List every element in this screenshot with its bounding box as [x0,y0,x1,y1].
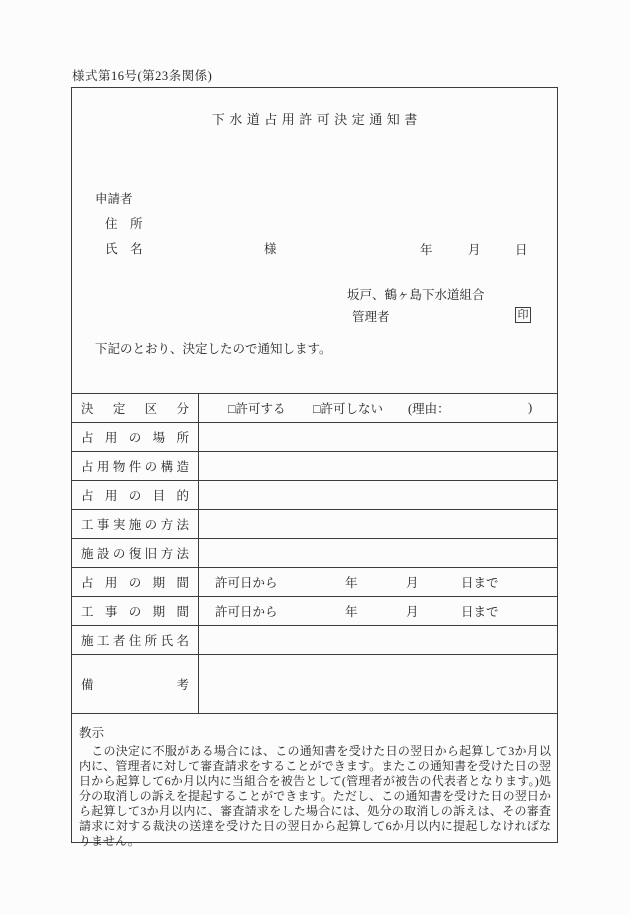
notice-line: 下記のとおり、決定したので通知します。 [95,342,332,356]
document-border-box [71,87,558,848]
permit-checkbox-option[interactable]: □許可する [228,402,286,416]
table-row [72,510,558,539]
row-label-restoration-method: 施 設 の 復 旧 方 法 [72,539,199,568]
reason-open-label: (理由： [408,402,450,416]
appeal-instructions-section [72,714,557,849]
applicant-honorific: 様 [264,242,277,256]
applicant-name-label: 氏 名 [105,242,143,256]
row-label-purpose: 占 用 の 目 的 [72,481,199,510]
table-row [72,423,558,452]
row-label-contractor: 施 工 者 住 所 氏 名 [72,626,199,655]
decision-table [71,393,558,714]
row-label-work-period: 工 事 の 期 間 [72,597,199,626]
period-year-label: 年 [345,605,358,619]
document-header [72,88,557,393]
remarks-value [199,655,558,714]
occupation-place-value [199,423,558,452]
appeal-instructions-label: 教示 [79,726,105,740]
row-label-occupation-period: 占 用 の 期 間 [72,568,199,597]
table-row [72,539,558,568]
row-label-remarks: 備 考 [72,655,199,714]
work-period-value [199,597,558,626]
table-row [72,452,558,481]
document-title: 下水道占用許可決定通知書 [211,112,422,127]
table-row [72,655,558,714]
row-label-occupation-place: 占 用 の 場 所 [72,423,199,452]
period-prefix-label: 許可日から [215,576,278,590]
applicant-label: 申請者 [95,192,133,206]
construction-method-value [199,510,558,539]
table-row [72,568,558,597]
row-label-construction-method: 工 事 実 施 の 方 法 [72,510,199,539]
reason-close-label: ) [528,400,533,415]
period-month-label: 月 [406,576,419,590]
decision-cell [199,394,558,423]
seal-placeholder: 印 [515,307,531,323]
date-year-label: 年 [420,243,433,257]
period-year-label: 年 [345,576,358,590]
period-day-label: 日まで [461,576,499,590]
table-row [72,597,558,626]
purpose-value [199,481,558,510]
structure-value [199,452,558,481]
row-label-decision: 決 定 区 分 [72,394,199,423]
period-day-label: 日まで [461,605,499,619]
table-row [72,481,558,510]
row-label-structure: 占 用 物 件 の 構 造 [72,452,199,481]
period-prefix-label: 許可日から [215,605,278,619]
table-row [72,626,558,655]
appeal-instructions-body: この決定に不服がある場合には、この通知書を受けた日の翌日から起算して3か月以内に、管理者に対して審査請求をすることができます。またこの通知書を受けた日の翌日から起算して6か月以内に当組合を被告として(管理者が被告の代表者となります。)処分の取消しの訴えを提起することができます。ただし、この通知書を受けた日の翌日から起算して3か月以内に、審査請求をした場合には、処分の取消しの訴えは、その審査請求に対する裁決の送達を受けた日の翌日から起算して6か月以内に提起しなければなりません。 [79,744,551,848]
date-month-label: 月 [468,243,481,257]
issuer-manager-label: 管理者 [352,310,390,324]
form-number-label: 様式第16号(第23条関係) [72,69,213,83]
applicant-address-label: 住 所 [105,217,143,231]
date-day-label: 日 [515,243,528,257]
restoration-method-value [199,539,558,568]
occupation-period-value [199,568,558,597]
table-row [72,394,558,423]
deny-checkbox-option[interactable]: □許可しない [313,402,384,416]
contractor-value [199,626,558,655]
period-month-label: 月 [406,605,419,619]
issuer-organization: 坂戸、鶴ヶ島下水道組合 [347,288,485,302]
